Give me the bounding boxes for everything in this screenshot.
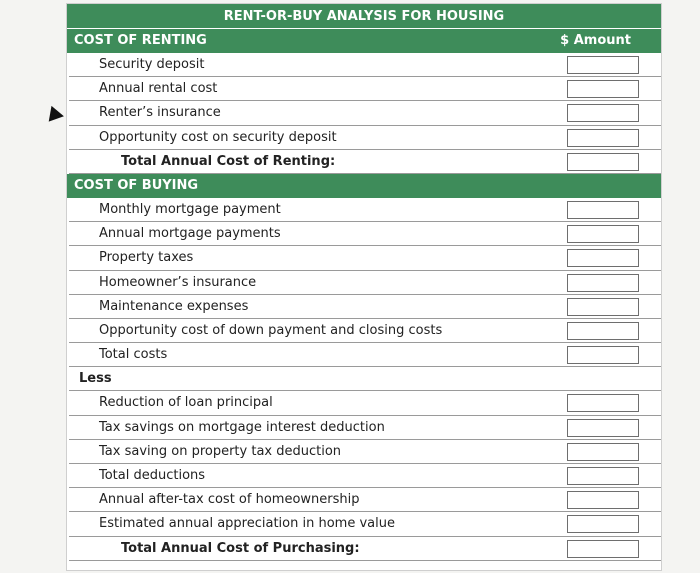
annual-after-tax-cost-input[interactable] <box>567 491 639 509</box>
annual-rental-cost-input[interactable] <box>567 80 639 98</box>
row-renters-insurance <box>69 101 661 125</box>
opportunity-cost-down-payment-input[interactable] <box>567 322 639 340</box>
row-label: Maintenance expenses <box>99 298 249 314</box>
row-less-heading <box>69 367 661 391</box>
row-property-taxes <box>69 246 661 270</box>
row-total-deductions <box>69 464 661 488</box>
security-deposit-input[interactable] <box>567 56 639 74</box>
row-label: Total Annual Cost of Renting: <box>121 153 336 169</box>
row-label: Tax saving on property tax deduction <box>99 443 342 459</box>
homeowners-insurance-input[interactable] <box>567 274 639 292</box>
total-costs-input[interactable] <box>567 346 639 364</box>
total-annual-cost-renting-input[interactable] <box>567 153 639 171</box>
row-total-annual-cost-renting <box>69 150 661 174</box>
row-label: Total costs <box>99 347 168 363</box>
row-opportunity-cost-security-deposit <box>69 126 661 150</box>
reduction-loan-principal-input[interactable] <box>567 394 639 412</box>
annual-mortgage-payments-input[interactable] <box>567 225 639 243</box>
row-label: Opportunity cost of down payment and closing costs <box>99 322 443 338</box>
amount-column-header: $ Amount <box>560 33 631 48</box>
row-label: Annual rental cost <box>99 81 218 97</box>
row-label: Total Annual Cost of Purchasing: <box>121 540 360 556</box>
buying-section-header <box>67 174 661 198</box>
row-total-annual-cost-purchasing <box>69 537 661 561</box>
row-tax-saving-property-tax <box>69 440 661 464</box>
row-homeowners-insurance <box>69 271 661 295</box>
monthly-mortgage-payment-input[interactable] <box>567 201 639 219</box>
row-label: Homeowner’s insurance <box>99 274 257 290</box>
row-annual-mortgage-payments <box>69 222 661 246</box>
mouse-pointer-icon <box>49 106 66 124</box>
row-label: Security deposit <box>99 57 205 72</box>
estimated-appreciation-input[interactable] <box>567 515 639 533</box>
row-label: Annual mortgage payments <box>99 226 281 242</box>
rent-or-buy-worksheet <box>66 3 662 571</box>
row-opportunity-cost-down-payment <box>69 319 661 343</box>
row-label: Monthly mortgage payment <box>99 201 281 217</box>
row-label: Annual after-tax cost of homeownership <box>99 492 360 508</box>
row-reduction-loan-principal <box>69 391 661 415</box>
row-estimated-appreciation <box>69 512 661 536</box>
row-maintenance-expenses <box>69 295 661 319</box>
buying-header-label: COST OF BUYING <box>74 177 199 193</box>
maintenance-expenses-input[interactable] <box>567 298 639 316</box>
row-annual-rental-cost <box>69 77 661 101</box>
row-label: Total deductions <box>99 468 206 483</box>
tax-savings-mortgage-interest-input[interactable] <box>567 419 639 437</box>
less-label: Less <box>79 371 112 387</box>
total-annual-cost-purchasing-input[interactable] <box>567 540 639 558</box>
opportunity-cost-security-deposit-input[interactable] <box>567 129 639 147</box>
tax-saving-property-tax-input[interactable] <box>567 443 639 461</box>
row-label: Tax savings on mortgage interest deduction <box>99 419 385 435</box>
row-security-deposit <box>69 53 661 77</box>
row-label: Estimated annual appreciation in home value <box>99 516 395 532</box>
worksheet-title: RENT-OR-BUY ANALYSIS FOR HOUSING <box>67 4 661 29</box>
total-deductions-input[interactable] <box>567 467 639 485</box>
renting-header-label: COST OF RENTING <box>74 33 207 48</box>
row-label: Opportunity cost on security deposit <box>99 129 337 145</box>
row-monthly-mortgage-payment <box>69 198 661 222</box>
row-tax-savings-mortgage-interest <box>69 416 661 440</box>
row-label: Renter’s insurance <box>99 105 221 121</box>
row-label: Property taxes <box>99 250 194 266</box>
renting-section-header <box>67 29 661 53</box>
row-total-costs <box>69 343 661 367</box>
renters-insurance-input[interactable] <box>567 104 639 122</box>
row-annual-after-tax-cost <box>69 488 661 512</box>
row-label: Reduction of loan principal <box>99 395 273 411</box>
property-taxes-input[interactable] <box>567 249 639 267</box>
